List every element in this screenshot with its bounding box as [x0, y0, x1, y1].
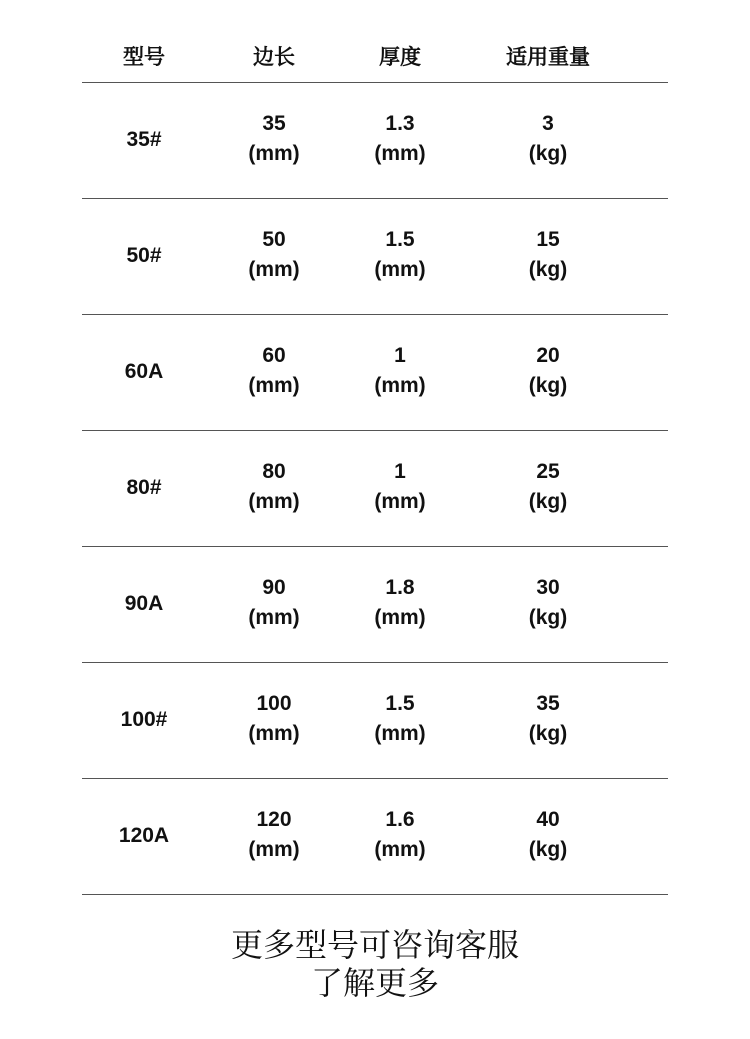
thickness-value: 1.6 — [385, 807, 415, 831]
side-unit: (mm) — [248, 373, 300, 397]
cell-weight — [458, 573, 638, 633]
side-unit: (mm) — [248, 141, 300, 165]
header-side-length: 边长 — [253, 46, 295, 69]
side-value: 100 — [256, 691, 292, 715]
cell-thickness — [342, 341, 458, 401]
side-value: 60 — [262, 343, 286, 367]
cell-model: 100# — [120, 707, 168, 731]
footer-note — [0, 926, 750, 1002]
side-unit: (mm) — [248, 257, 300, 281]
cell-model: 80# — [126, 475, 162, 499]
table-row — [82, 547, 668, 663]
side-unit: (mm) — [248, 489, 300, 513]
cell-side-length — [206, 573, 342, 633]
cell-side-length — [206, 457, 342, 517]
side-value: 35 — [262, 111, 286, 135]
cell-thickness — [342, 225, 458, 285]
weight-unit: (kg) — [528, 489, 568, 513]
header-thickness: 厚度 — [379, 46, 421, 69]
weight-unit: (kg) — [528, 605, 568, 629]
table-row — [82, 431, 668, 547]
table-row — [82, 83, 668, 199]
weight-value: 3 — [542, 111, 554, 135]
weight-unit: (kg) — [528, 257, 568, 281]
thickness-value: 1.5 — [385, 691, 415, 715]
weight-unit: (kg) — [528, 373, 568, 397]
cell-weight — [458, 457, 638, 517]
cell-weight — [458, 225, 638, 285]
cell-thickness — [342, 109, 458, 169]
cell-weight — [458, 341, 638, 401]
cell-model: 90A — [124, 591, 164, 615]
thickness-value: 1 — [394, 343, 406, 367]
table-row — [82, 199, 668, 315]
cell-model: 50# — [126, 243, 162, 267]
cell-model: 35# — [126, 127, 162, 151]
cell-side-length — [206, 805, 342, 865]
cell-model: 60A — [124, 359, 164, 383]
cell-side-length — [206, 341, 342, 401]
weight-value: 20 — [536, 343, 560, 367]
thickness-value: 1.5 — [385, 227, 415, 251]
weight-value: 40 — [536, 807, 560, 831]
cell-side-length — [206, 225, 342, 285]
cell-thickness — [342, 457, 458, 517]
side-unit: (mm) — [248, 721, 300, 745]
cell-weight — [458, 805, 638, 865]
cell-thickness — [342, 573, 458, 633]
table-row — [82, 779, 668, 895]
side-value: 50 — [262, 227, 286, 251]
cell-thickness — [342, 805, 458, 865]
thickness-unit: (mm) — [374, 489, 426, 513]
side-value: 120 — [256, 807, 292, 831]
weight-value: 30 — [536, 575, 560, 599]
weight-value: 35 — [536, 691, 560, 715]
cell-side-length — [206, 109, 342, 169]
thickness-unit: (mm) — [374, 257, 426, 281]
weight-value: 25 — [536, 459, 560, 483]
spec-table — [82, 34, 668, 895]
side-value: 80 — [262, 459, 286, 483]
thickness-unit: (mm) — [374, 141, 426, 165]
thickness-value: 1 — [394, 459, 406, 483]
side-unit: (mm) — [248, 837, 300, 861]
side-value: 90 — [262, 575, 286, 599]
weight-unit: (kg) — [528, 837, 568, 861]
thickness-value: 1.8 — [385, 575, 415, 599]
weight-unit: (kg) — [528, 721, 568, 745]
table-row — [82, 663, 668, 779]
thickness-unit: (mm) — [374, 837, 426, 861]
thickness-unit: (mm) — [374, 373, 426, 397]
cell-model: 120A — [118, 823, 170, 847]
thickness-unit: (mm) — [374, 721, 426, 745]
footer-line-1: 更多型号可咨询客服 — [230, 927, 519, 963]
cell-side-length — [206, 689, 342, 749]
header-model: 型号 — [123, 46, 165, 69]
side-unit: (mm) — [248, 605, 300, 629]
header-weight: 适用重量 — [506, 46, 590, 69]
table-row — [82, 315, 668, 431]
cell-weight — [458, 689, 638, 749]
thickness-value: 1.3 — [385, 111, 415, 135]
table-header — [82, 34, 668, 83]
footer-line-2: 了解更多 — [310, 965, 439, 1001]
weight-unit: (kg) — [528, 141, 568, 165]
thickness-unit: (mm) — [374, 605, 426, 629]
cell-thickness — [342, 689, 458, 749]
weight-value: 15 — [536, 227, 560, 251]
cell-weight — [458, 109, 638, 169]
